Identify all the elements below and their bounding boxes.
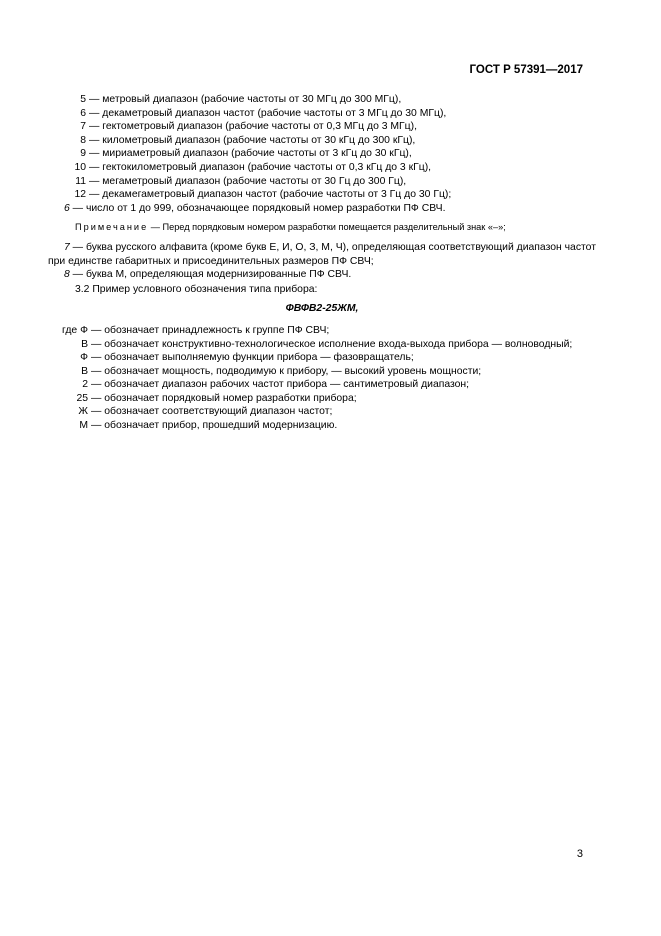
definition-symbol: Ж — [78, 406, 88, 418]
definition-text: — обозначает диапазон рабочих частот прибора — сантиметровый диапазон; — [91, 379, 470, 391]
band-description: — декамегаметровый диапазон частот (рабочие частоты от 3 Гц до 30 Гц); — [89, 189, 452, 201]
list-item — [48, 175, 596, 189]
page-content — [48, 93, 596, 433]
band-description: — километровый диапазон (рабочие частоты от 30 кГц до 300 кГц), — [89, 134, 416, 146]
definition-symbol: М — [79, 420, 88, 432]
definition-symbol: В — [81, 365, 88, 377]
band-number: 9 — [80, 148, 86, 160]
definition-text: — обозначает мощность, подводимую к прибору, — высокий уровень мощности; — [91, 365, 482, 377]
list-item — [48, 161, 596, 175]
list-item — [48, 107, 596, 121]
band-description: — декаметровый диапазон частот (рабочие частоты от 3 МГц до 30 МГц), — [89, 107, 447, 119]
list-item — [48, 147, 596, 161]
definition-text: — обозначает прибор, прошедший модернизацию. — [91, 420, 338, 432]
designation-example: ФВФВ2-25ЖМ, — [285, 303, 359, 315]
list-item — [48, 120, 596, 134]
definition-text: — обозначает выполняемую функции прибора — фазовращатель; — [91, 352, 414, 364]
list-item — [48, 324, 596, 338]
designation-definitions — [48, 324, 596, 433]
list-item — [48, 365, 596, 379]
item-6-paragraph — [48, 202, 596, 216]
item-7-text: — буква русского алфавита (кроме букв Е, И, О, З, М, Ч), определяющая соответствующий диапазон частот при единстве габаритных и присоединительных размеров ПФ СВЧ; — [48, 241, 596, 267]
definition-symbol: где Ф — [62, 324, 88, 336]
standard-header: ГОСТ Р 57391—2017 — [469, 64, 583, 76]
item-8-paragraph — [48, 268, 596, 282]
definition-symbol: Ф — [80, 352, 88, 364]
band-number: 12 — [74, 189, 86, 201]
band-number: 5 — [80, 94, 86, 105]
frequency-band-list — [48, 93, 596, 202]
item-7-paragraph — [48, 241, 596, 268]
band-description: — гектометровый диапазон (рабочие частоты от 0,3 МГц до 3 МГц), — [89, 121, 417, 133]
definition-text: — обозначает соответствующий диапазон частот; — [91, 406, 333, 418]
band-number: 10 — [74, 161, 86, 173]
definition-symbol: 25 — [76, 392, 88, 404]
list-item — [48, 392, 596, 406]
list-item — [48, 351, 596, 365]
band-number: 7 — [80, 121, 86, 133]
list-item — [48, 378, 596, 392]
list-item — [48, 405, 596, 419]
band-description: — мириаметровый диапазон (рабочие частоты от 3 кГц до 30 кГц), — [89, 148, 412, 160]
band-number: 8 — [80, 134, 86, 146]
note-label: Примечание — [75, 222, 149, 233]
list-item — [48, 188, 596, 202]
definition-text: — обозначает конструктивно-технологическое исполнение входа-выхода прибора — волноводный; — [91, 338, 573, 350]
band-description: — гектокилометровый диапазон (рабочие частоты от 0,3 кГц до 3 кГц), — [89, 161, 432, 173]
page-number: 3 — [576, 848, 583, 860]
item-6-number: 6 — [64, 202, 70, 214]
list-item — [48, 338, 596, 352]
item-6-text: — число от 1 до 999, обозначающее порядковый номер разработки ПФ СВЧ. — [69, 202, 446, 214]
list-item — [48, 134, 596, 148]
definition-text: — обозначает порядковый номер разработки прибора; — [91, 392, 357, 404]
band-number: 6 — [80, 107, 86, 119]
list-item — [48, 419, 596, 433]
note — [48, 221, 596, 235]
item-7-number: 7 — [64, 241, 70, 253]
band-description: — метровый диапазон (рабочие частоты от 30 МГц до 300 МГц), — [89, 94, 402, 105]
note-text: — Перед порядковым номером разработки помещается разделительный знак «–»; — [148, 222, 506, 233]
definition-symbol: 2 — [82, 379, 88, 391]
band-number: 11 — [75, 175, 86, 187]
example-heading: 3.2 Пример условного обозначения типа прибора: — [75, 283, 318, 295]
item-8-text: — буква М, определяющая модернизированные ПФ СВЧ. — [69, 269, 352, 281]
item-8-number: 8 — [64, 269, 70, 281]
list-item — [48, 93, 596, 107]
definition-text: — обозначает принадлежность к группе ПФ СВЧ; — [91, 324, 330, 336]
band-description: — мегаметровый диапазон (рабочие частоты от 30 Гц до 300 Гц), — [89, 175, 407, 187]
definition-symbol: В — [81, 338, 88, 350]
